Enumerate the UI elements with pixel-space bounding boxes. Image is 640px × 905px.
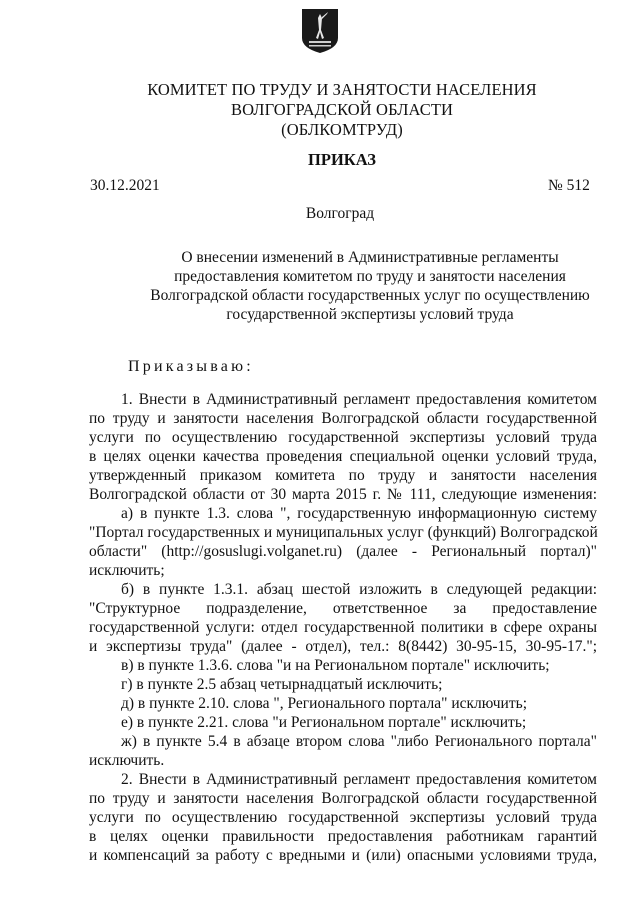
body-line: в целях оценки качества проведения специальной оценки условий труда, [89, 448, 597, 465]
body-line: исключить; [89, 562, 165, 579]
body-line: а) в пункте 1.3. слова ", государственную информационную систему [121, 505, 597, 522]
body-line: "Портал государственных и муниципальных услуг (функций) Волгоградской [89, 524, 598, 541]
body-line: е) в пункте 2.21. слова "и Региональном портале" исключить; [121, 714, 527, 731]
body-line: в) в пункте 1.3.6. слова "и на Региональном портале" исключить; [121, 657, 550, 674]
document-date: 30.12.2021 [90, 177, 160, 194]
committee-name-line-1: КОМИТЕТ ПО ТРУДУ И ЗАНЯТОСТИ НАСЕЛЕНИЯ [147, 80, 537, 99]
document-type: ПРИКАЗ [308, 150, 376, 169]
title-line: предоставления комитетом по труду и занятости населения [174, 268, 566, 285]
title-line: О внесении изменений в Административные регламенты [181, 249, 559, 266]
body-line: ж) в пункте 5.4 в абзаце втором слова "либо Регионального портала" [121, 733, 597, 750]
order-declaration: Приказываю: [128, 358, 254, 375]
body-line: по труду и занятости населения Волгоградской области государственной [89, 410, 597, 427]
body-line: области" (http://gosuslugi.volganet.ru) (далее - Региональный портал)" [89, 543, 597, 560]
title-line: Волгоградской области государственных услуг по осуществлению [150, 287, 590, 304]
body-line: услуги по осуществлению государственной экспертизы условий труда [89, 809, 597, 826]
document-number: № 512 [548, 177, 590, 194]
body-line: и экспертизы труда" (далее - отдел), тел.: 8(8442) 30-95-15, 30-95-17."; [89, 638, 597, 655]
body-line: утвержденный приказом комитета по труду и занятости населения [89, 467, 597, 484]
committee-name-abbreviation: (ОБЛКОМТРУД) [281, 120, 403, 139]
body-line: по труду и занятости населения Волгоградской области государственной [89, 790, 597, 807]
body-line: "Структурное подразделение, ответственное за предоставление [89, 600, 597, 617]
document-city: Волгоград [305, 205, 375, 222]
title-line: государственной экспертизы условий труда [226, 306, 514, 323]
coat-of-arms-icon [301, 8, 339, 54]
body-line: 1. Внести в Административный регламент предоставления комитетом [121, 391, 597, 408]
body-line: в целях оценки правильности предоставления работникам гарантий [89, 828, 597, 845]
body-line: исключить. [89, 752, 165, 769]
document-body [89, 390, 597, 865]
body-line: г) в пункте 2.5 абзац четырнадцатый исключить; [121, 676, 443, 693]
body-line: и компенсаций за работу с вредными и (или) опасными условиями труда, [89, 847, 597, 864]
body-line: государственной услуги: отдел государственной политики в сфере охраны [89, 619, 597, 636]
body-line: д) в пункте 2.10. слова ", Регионального портала" исключить; [121, 695, 528, 712]
body-line: Волгоградской области от 30 марта 2015 г. № 111, следующие изменения: [89, 486, 597, 503]
body-line: б) в пункте 1.3.1. абзац шестой изложить в следующей редакции: [121, 581, 597, 598]
committee-name-line-2: ВОЛГОГРАДСКОЙ ОБЛАСТИ [230, 100, 454, 119]
document-title [90, 248, 640, 324]
body-line: 2. Внести в Административный регламент предоставления комитетом [121, 771, 597, 788]
body-line: услуги по осуществлению государственной экспертизы условий труда [89, 429, 597, 446]
